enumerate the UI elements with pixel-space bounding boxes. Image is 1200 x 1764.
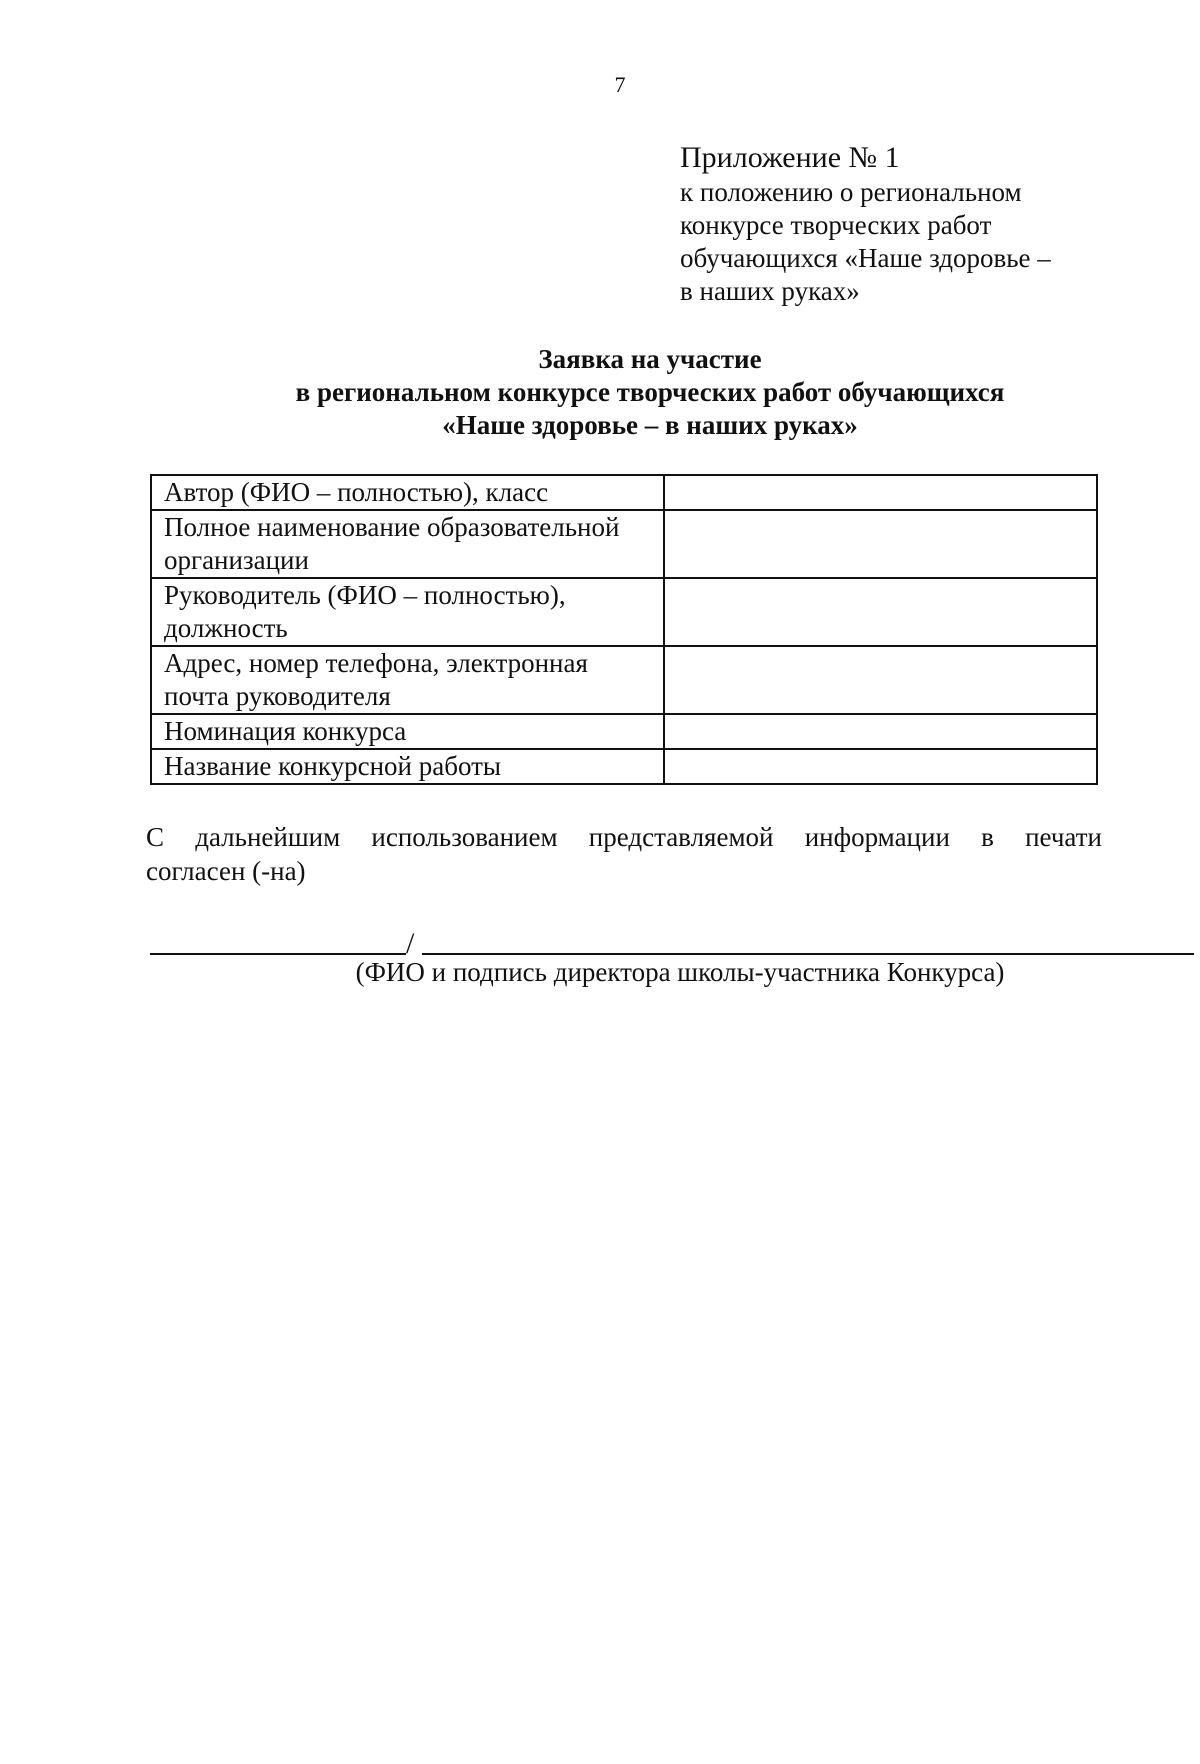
table-row [151, 646, 1097, 714]
table-row [151, 475, 1097, 510]
appendix-line: конкурсе творческих работ [680, 210, 992, 240]
row-label-text: Адрес, номер телефона, электронная [164, 648, 588, 678]
page-number: 7 [614, 72, 626, 97]
heading-line-1: Заявка на участие [538, 344, 762, 374]
row-value-field[interactable] [664, 578, 1097, 646]
table-row [151, 510, 1097, 578]
consent-line-1 [146, 820, 1102, 854]
signature-field[interactable] [150, 925, 1050, 960]
row-label-text: Название конкурсной работы [164, 751, 502, 781]
row-label-text: Полное наименование образовательной [164, 512, 620, 542]
appendix-title: Приложение № 1 [680, 141, 900, 174]
row-label-text: Руководитель (ФИО – полностью), [164, 580, 566, 610]
row-label-text: должность [164, 613, 288, 643]
appendix-line: обучающихся «Наше здоровье – [680, 243, 1051, 273]
heading-line-2: в региональном конкурсе творческих работ обучающихся [295, 377, 1005, 407]
row-label [151, 714, 664, 749]
table-row [151, 578, 1097, 646]
table-row [151, 714, 1097, 749]
row-value-field[interactable] [664, 714, 1097, 749]
consent-line-2: согласен (-на) [146, 856, 306, 886]
consent-word: в [981, 822, 994, 852]
signature-caption: (ФИО и подпись директора школы-участника Конкурса) [355, 957, 1005, 987]
consent-word: представляемой [588, 822, 774, 852]
row-label [151, 578, 664, 646]
row-value-field[interactable] [664, 475, 1097, 510]
row-label [151, 510, 664, 578]
row-label-text: почта руководителя [164, 681, 391, 711]
application-heading [150, 343, 1150, 442]
consent-word: дальнейшим [195, 822, 341, 852]
row-value-field[interactable] [664, 749, 1097, 784]
consent-word: информации [804, 822, 950, 852]
heading-line-3: «Наше здоровье – в наших руках» [442, 410, 858, 440]
appendix-line: к положению о региональном [680, 177, 1022, 207]
row-label [151, 749, 664, 784]
consent-word: печати [1025, 822, 1102, 852]
table-row [151, 749, 1097, 784]
consent-statement [146, 820, 1102, 888]
row-value-field[interactable] [664, 510, 1097, 578]
row-value-field[interactable] [664, 646, 1097, 714]
consent-word: использованием [371, 822, 558, 852]
row-label [151, 646, 664, 714]
application-table [150, 474, 1098, 785]
row-label-text: Автор (ФИО – полностью), класс [164, 477, 549, 507]
row-label-text: организации [164, 545, 309, 575]
consent-word: С [146, 822, 165, 852]
row-label-text: Номинация конкурса [164, 716, 407, 746]
appendix-reference [680, 140, 1120, 308]
appendix-line: в наших руках» [680, 276, 860, 306]
signature-separator: / [406, 927, 415, 960]
row-label [151, 475, 664, 510]
